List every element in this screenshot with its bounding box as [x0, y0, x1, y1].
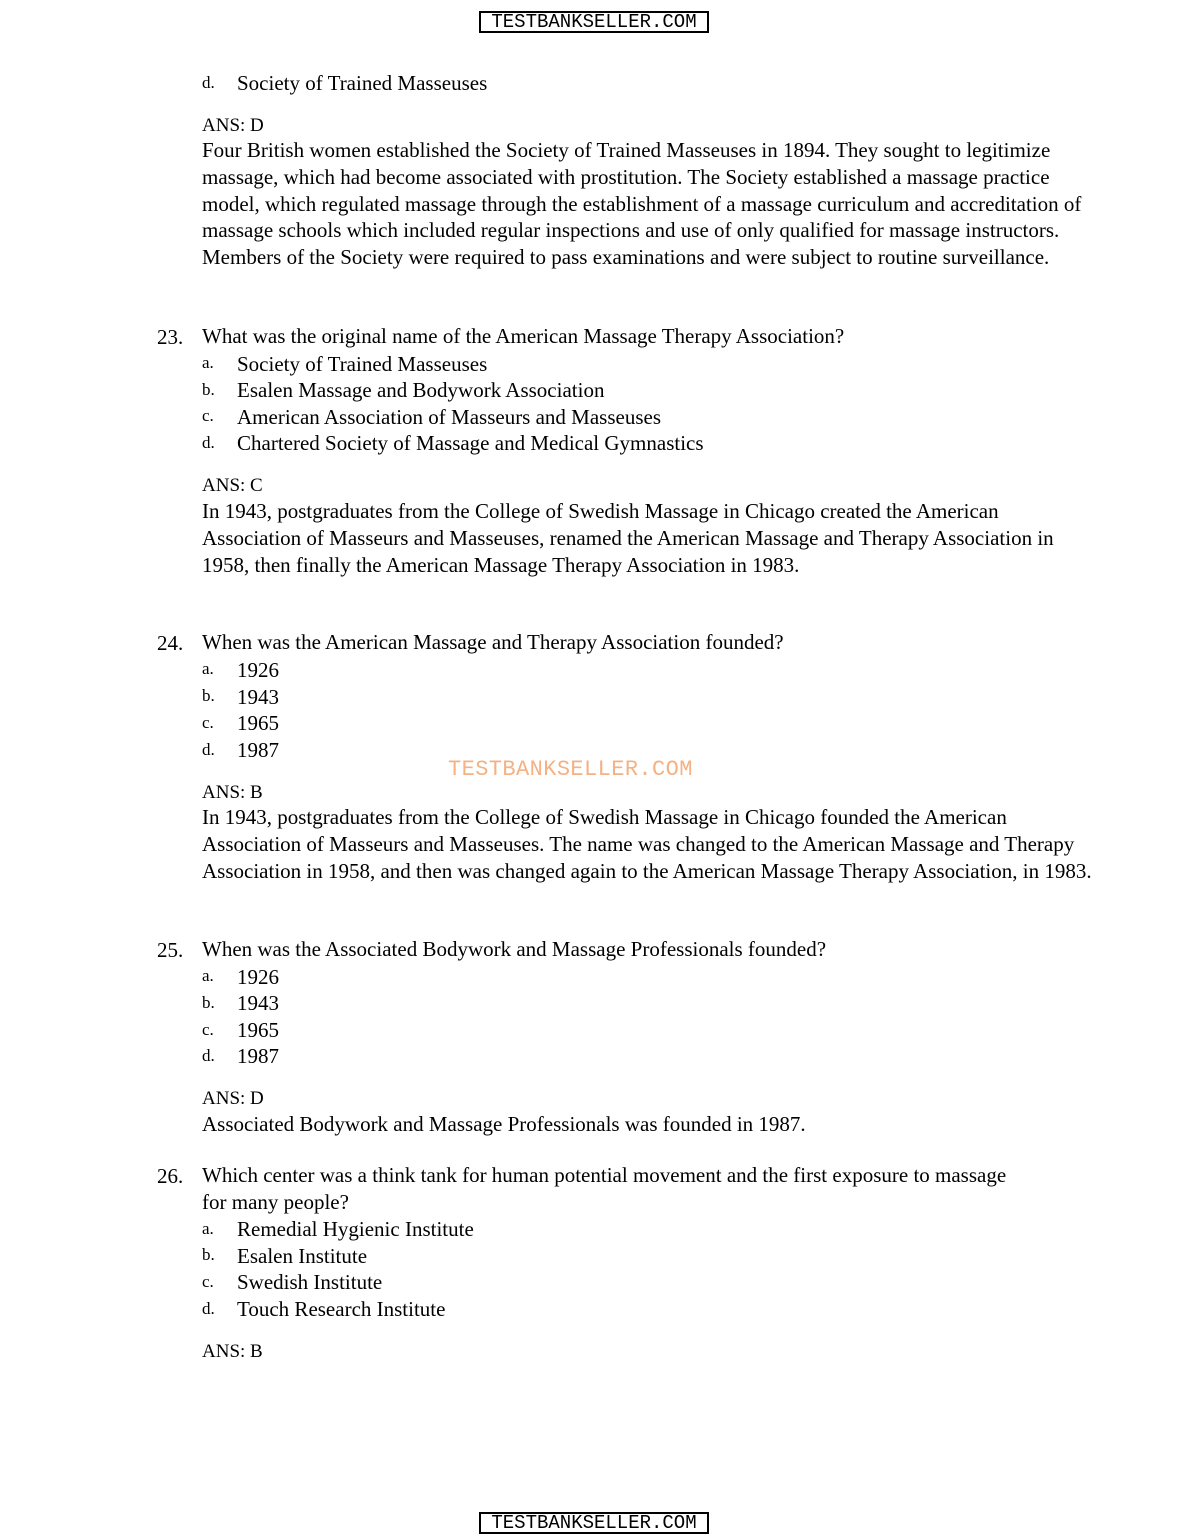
option-letter: d. [202, 73, 215, 92]
question-number: 25. [157, 938, 184, 962]
rationale: Associated Bodywork and Massage Professionals was founded in 1987. [202, 1112, 806, 1136]
answer-key: ANS: B [202, 782, 263, 803]
answer-key: ANS: D [202, 115, 264, 136]
question-text: What was the original name of the American Massage Therapy Association? [202, 324, 845, 348]
option-letter: a. [202, 659, 214, 678]
option-text: Touch Research Institute [237, 1297, 446, 1321]
option-letter: c. [202, 1020, 214, 1039]
option-letter: a. [202, 353, 214, 372]
header-stamp: TESTBANKSELLER.COM [479, 11, 709, 33]
option-text: Society of Trained Masseuses [237, 352, 488, 376]
option-letter: b. [202, 380, 215, 399]
rationale: In 1943, postgraduates from the College of Swedish Massage in Chicago founded the American Association of Masseurs and Masseuses. The name was changed to the American Massage and Therapy Association in 1958, and then was changed again to the American Massage Therapy Association, in 1983. [202, 805, 1092, 883]
option-text: Chartered Society of Massage and Medical Gymnastics [237, 431, 704, 455]
answer-key: ANS: D [202, 1088, 264, 1109]
option-text: Esalen Massage and Bodywork Association [237, 378, 605, 402]
option-text: 1987 [237, 738, 279, 762]
question-text: When was the American Massage and Therapy Association founded? [202, 630, 784, 654]
option-letter: d. [202, 1299, 215, 1318]
rationale: In 1943, postgraduates from the College of Swedish Massage in Chicago created the American Association of Masseurs and Masseuses, renamed the American Massage and Therapy Association in 1958, then finally the American Massage Therapy Association in 1983. [202, 499, 1054, 577]
option-text: 1926 [237, 658, 279, 682]
option-letter: b. [202, 686, 215, 705]
option-text: 1965 [237, 1018, 279, 1042]
question-text: Which center was a think tank for human potential movement and the first exposure to massage for many people? [202, 1163, 1007, 1214]
option-text: 1965 [237, 711, 279, 735]
answer-key: ANS: B [202, 1341, 263, 1362]
question-number: 26. [157, 1164, 184, 1188]
option-text: Remedial Hygienic Institute [237, 1217, 474, 1241]
option-text: American Association of Masseurs and Masseuses [237, 405, 661, 429]
option-text: 1926 [237, 965, 279, 989]
footer-stamp: TESTBANKSELLER.COM [479, 1512, 709, 1534]
option-text: Esalen Institute [237, 1244, 368, 1268]
answer-key: ANS: C [202, 475, 263, 496]
rationale: Four British women established the Society of Trained Masseuses in 1894. They sought to legitimize massage, which had become associated with prostitution. The Society established a massage practice model, which regulated massage through the establishment of a massage curriculum and accreditation of massage schools which included regular inspections and use of only qualified for massage instructors. Members of the Society were required to pass examinations and were subject to routine surveillance. [202, 138, 1082, 270]
option-text: 1943 [237, 685, 279, 709]
option-letter: d. [202, 1046, 215, 1065]
option-text: Swedish Institute [237, 1270, 383, 1294]
option-letter: a. [202, 966, 214, 985]
watermark: TESTBANKSELLER.COM [448, 757, 693, 782]
option-letter: d. [202, 433, 215, 452]
option-text: 1987 [237, 1044, 279, 1068]
option-letter: c. [202, 406, 214, 425]
option-letter: c. [202, 1272, 214, 1291]
option-letter: c. [202, 713, 214, 732]
question-number: 23. [157, 325, 184, 349]
option-letter: d. [202, 740, 215, 759]
option-text: Society of Trained Masseuses [237, 71, 488, 95]
question-number: 24. [157, 631, 184, 655]
option-text: 1943 [237, 991, 279, 1015]
option-letter: b. [202, 993, 215, 1012]
question-text: When was the Associated Bodywork and Massage Professionals founded? [202, 937, 827, 961]
option-letter: b. [202, 1245, 215, 1264]
option-letter: a. [202, 1219, 214, 1238]
